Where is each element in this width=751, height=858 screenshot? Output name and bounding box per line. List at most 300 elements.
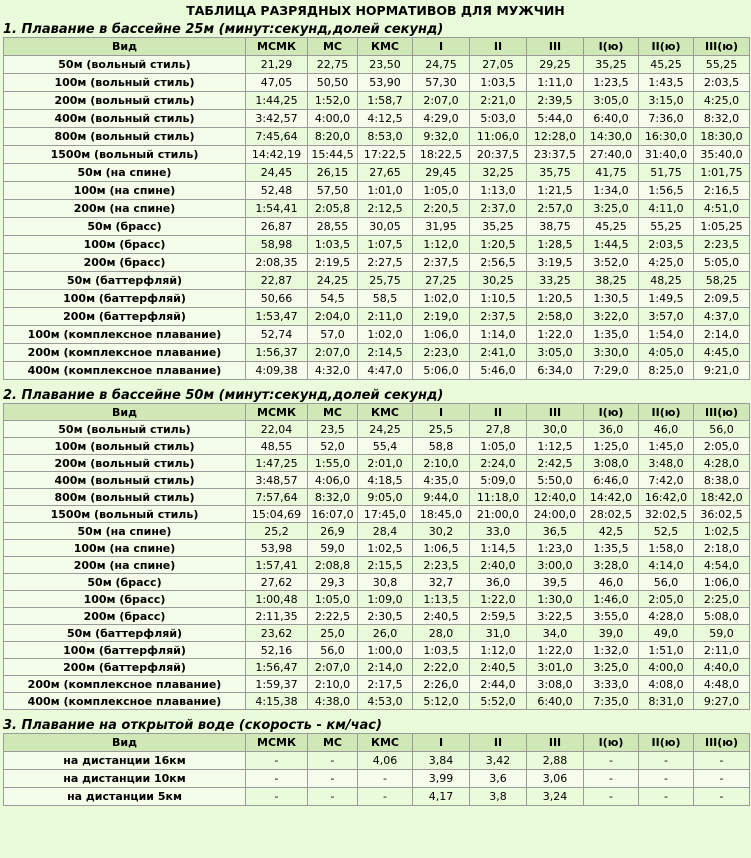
table-cell: 27,25	[413, 272, 470, 290]
row-label: 400м (вольный стиль)	[4, 110, 246, 128]
section-3-title: 3. Плавание на открытой воде (скорость - км/час)	[3, 718, 382, 733]
column-header: МСМК	[246, 38, 308, 56]
table-open-water	[3, 733, 750, 806]
table-cell: 4:18,5	[358, 472, 413, 489]
table-row	[4, 362, 750, 380]
table-cell: 1:12,5	[527, 438, 584, 455]
row-label: 50м (брасс)	[4, 218, 246, 236]
table-cell: -	[694, 752, 750, 770]
table-cell: -	[246, 788, 308, 806]
table-cell: 25,5	[413, 421, 470, 438]
table-cell: 4:38,0	[308, 693, 358, 710]
table-cell: 30,0	[527, 421, 584, 438]
table-cell: 16:07,0	[308, 506, 358, 523]
table-cell: 36,0	[584, 421, 639, 438]
table-cell: 6:40,0	[584, 110, 639, 128]
column-header: III(ю)	[694, 734, 750, 752]
table-cell: 2:59,5	[470, 608, 527, 625]
table-row	[4, 540, 750, 557]
table-cell: 23:37,5	[527, 146, 584, 164]
table-cell: 48,25	[639, 272, 694, 290]
row-label: на дистанции 5км	[4, 788, 246, 806]
table-row	[4, 472, 750, 489]
table-cell: 16:30,0	[639, 128, 694, 146]
table-cell: 2:37,5	[413, 254, 470, 272]
table-cell: 1:23,5	[584, 74, 639, 92]
table-cell: 28,0	[413, 625, 470, 642]
table-cell: 28,4	[358, 523, 413, 540]
table-cell: 2:16,5	[694, 182, 750, 200]
column-header: III	[527, 734, 584, 752]
table-cell: 3:05,0	[584, 92, 639, 110]
table-cell: -	[584, 752, 639, 770]
table-cell: 6:34,0	[527, 362, 584, 380]
table-cell: 2:26,0	[413, 676, 470, 693]
table-row	[4, 272, 750, 290]
row-label: 100м (вольный стиль)	[4, 74, 246, 92]
table-cell: 7:36,0	[639, 110, 694, 128]
table-cell: 24,75	[413, 56, 470, 74]
table-cell: 1:22,0	[470, 591, 527, 608]
table-cell: 1:05,0	[413, 182, 470, 200]
table-cell: 2:19,5	[308, 254, 358, 272]
table-cell: 24,25	[308, 272, 358, 290]
table-cell: 4:37,0	[694, 308, 750, 326]
table-cell: 2:27,5	[358, 254, 413, 272]
table-cell: 9:27,0	[694, 693, 750, 710]
table-cell: 52,16	[246, 642, 308, 659]
table-cell: 16:42,0	[639, 489, 694, 506]
table-cell: 2:40,0	[470, 557, 527, 574]
column-header: Вид	[4, 404, 246, 421]
table-cell: 17:45,0	[358, 506, 413, 523]
table-cell: 1:02,0	[413, 290, 470, 308]
table-cell: 1:25,0	[584, 438, 639, 455]
table-cell: 23,62	[246, 625, 308, 642]
table-cell: 3,6	[470, 770, 527, 788]
table-cell: 57,50	[308, 182, 358, 200]
table-cell: 12:28,0	[527, 128, 584, 146]
row-label: 100м (на спине)	[4, 540, 246, 557]
table-cell: 1:55,0	[308, 455, 358, 472]
table-cell: 58,8	[413, 438, 470, 455]
table-cell: 4:25,0	[639, 254, 694, 272]
table-cell: 22,04	[246, 421, 308, 438]
table-cell: 1:52,0	[308, 92, 358, 110]
table-cell: 3:22,0	[584, 308, 639, 326]
table-cell: 1:57,41	[246, 557, 308, 574]
table-cell: 3:00,0	[527, 557, 584, 574]
table-row	[4, 455, 750, 472]
table-cell: 2:25,0	[694, 591, 750, 608]
table-cell: 31,95	[413, 218, 470, 236]
column-header: III(ю)	[694, 38, 750, 56]
table-cell: 5:44,0	[527, 110, 584, 128]
row-label: 400м (комплексное плавание)	[4, 693, 246, 710]
table-row	[4, 326, 750, 344]
table-cell: 2:11,35	[246, 608, 308, 625]
row-label: 200м (баттерфляй)	[4, 659, 246, 676]
table-cell: 59,0	[694, 625, 750, 642]
table-cell: 1:13,0	[470, 182, 527, 200]
table-cell: 2:05,0	[694, 438, 750, 455]
column-header: II	[470, 404, 527, 421]
row-label: 100м (баттерфляй)	[4, 290, 246, 308]
table-cell: -	[358, 770, 413, 788]
table-cell: 30,8	[358, 574, 413, 591]
table-cell: 1:54,0	[639, 326, 694, 344]
table-row	[4, 506, 750, 523]
table-cell: 30,25	[470, 272, 527, 290]
row-label: 1500м (вольный стиль)	[4, 506, 246, 523]
table-cell: 38,25	[584, 272, 639, 290]
table-cell: 26,9	[308, 523, 358, 540]
table-cell: 4,06	[358, 752, 413, 770]
column-header: III(ю)	[694, 404, 750, 421]
table-cell: 1:46,0	[584, 591, 639, 608]
table-cell: 1:51,0	[639, 642, 694, 659]
table-cell: 27:40,0	[584, 146, 639, 164]
table-cell: 1:02,5	[694, 523, 750, 540]
table-cell: 14:42,19	[246, 146, 308, 164]
table-cell: 2:41,0	[470, 344, 527, 362]
table-cell: -	[694, 788, 750, 806]
table-cell: 4:32,0	[308, 362, 358, 380]
table-cell: 47,05	[246, 74, 308, 92]
table-row	[4, 608, 750, 625]
table-cell: 35,75	[527, 164, 584, 182]
table-cell: 4:15,38	[246, 693, 308, 710]
table-cell: 3,8	[470, 788, 527, 806]
table-cell: 18:45,0	[413, 506, 470, 523]
column-header: МСМК	[246, 404, 308, 421]
table-row	[4, 752, 750, 770]
table-cell: 2:12,5	[358, 200, 413, 218]
table-cell: 50,66	[246, 290, 308, 308]
table-cell: 2:42,5	[527, 455, 584, 472]
table-cell: 23,5	[308, 421, 358, 438]
column-header: III	[527, 404, 584, 421]
table-cell: 29,3	[308, 574, 358, 591]
table-cell: 1:06,0	[413, 326, 470, 344]
column-header: Вид	[4, 734, 246, 752]
table-cell: 4,17	[413, 788, 470, 806]
table-cell: 1:02,5	[358, 540, 413, 557]
table-cell: 1:58,7	[358, 92, 413, 110]
table-cell: 34,0	[527, 625, 584, 642]
table-cell: 2:57,0	[527, 200, 584, 218]
table-cell: 3:42,57	[246, 110, 308, 128]
table-cell: 1:47,25	[246, 455, 308, 472]
table-cell: 3:30,0	[584, 344, 639, 362]
table-cell: 3:15,0	[639, 92, 694, 110]
table-cell: 1:49,5	[639, 290, 694, 308]
table-cell: 18:30,0	[694, 128, 750, 146]
table-cell: 3:08,0	[584, 455, 639, 472]
row-label: 50м (вольный стиль)	[4, 56, 246, 74]
section-2-title: 2. Плавание в бассейне 50м (минут:секунд,долей секунд)	[3, 388, 444, 403]
table-cell: 2:30,5	[358, 608, 413, 625]
table-cell: 25,75	[358, 272, 413, 290]
table-row	[4, 218, 750, 236]
table-cell: 25,0	[308, 625, 358, 642]
table-cell: 58,5	[358, 290, 413, 308]
row-label: 100м (на спине)	[4, 182, 246, 200]
table-cell: 1:45,0	[639, 438, 694, 455]
table-row	[4, 290, 750, 308]
table-cell: 14:42,0	[584, 489, 639, 506]
table-cell: 49,0	[639, 625, 694, 642]
table-cell: 2:44,0	[470, 676, 527, 693]
row-label: на дистанции 10км	[4, 770, 246, 788]
column-header: Вид	[4, 38, 246, 56]
table-cell: 55,25	[694, 56, 750, 74]
table-cell: 55,4	[358, 438, 413, 455]
table-cell: 3:48,57	[246, 472, 308, 489]
table-row	[4, 164, 750, 182]
row-label: 200м (вольный стиль)	[4, 455, 246, 472]
table-row	[4, 56, 750, 74]
table-cell: 1:30,5	[584, 290, 639, 308]
table-cell: 27,65	[358, 164, 413, 182]
table-cell: 1:06,0	[694, 574, 750, 591]
table-cell: 17:22,5	[358, 146, 413, 164]
table-cell: 7:45,64	[246, 128, 308, 146]
row-label: 200м (комплексное плавание)	[4, 344, 246, 362]
table-cell: 55,25	[639, 218, 694, 236]
row-label: на дистанции 16км	[4, 752, 246, 770]
table-cell: 4:05,0	[639, 344, 694, 362]
table-cell: 6:46,0	[584, 472, 639, 489]
table-cell: -	[584, 788, 639, 806]
table-cell: 1:06,5	[413, 540, 470, 557]
table-cell: 35:40,0	[694, 146, 750, 164]
table-cell: 2:07,0	[308, 344, 358, 362]
table-row	[4, 254, 750, 272]
table-cell: 4:28,0	[694, 455, 750, 472]
table-cell: 1:34,0	[584, 182, 639, 200]
table-cell: 1:07,5	[358, 236, 413, 254]
table-header-row	[4, 404, 750, 421]
table-cell: 3:01,0	[527, 659, 584, 676]
table-row	[4, 200, 750, 218]
table-row	[4, 693, 750, 710]
table-cell: 1:22,0	[527, 642, 584, 659]
table-cell: 3:28,0	[584, 557, 639, 574]
table-cell: 5:05,0	[694, 254, 750, 272]
column-header: МС	[308, 404, 358, 421]
table-cell: 2:21,0	[470, 92, 527, 110]
table-cell: 2:37,5	[470, 308, 527, 326]
row-label: 200м (на спине)	[4, 557, 246, 574]
table-cell: 1:11,0	[527, 74, 584, 92]
table-cell: 2:24,0	[470, 455, 527, 472]
table-cell: 1:14,5	[470, 540, 527, 557]
table-cell: 1:20,5	[527, 290, 584, 308]
table-cell: 57,0	[308, 326, 358, 344]
table-cell: 1:35,0	[584, 326, 639, 344]
table-row	[4, 344, 750, 362]
table-cell: 46,0	[584, 574, 639, 591]
table-cell: 2:14,5	[358, 344, 413, 362]
table-cell: 2:05,0	[639, 591, 694, 608]
column-header: II(ю)	[639, 734, 694, 752]
column-header: I	[413, 404, 470, 421]
table-cell: 1:53,47	[246, 308, 308, 326]
table-cell: 2:10,0	[413, 455, 470, 472]
table-cell: 31:40,0	[639, 146, 694, 164]
table-cell: 7:42,0	[639, 472, 694, 489]
table-cell: 56,0	[694, 421, 750, 438]
table-cell: 2:14,0	[694, 326, 750, 344]
row-label: 200м (вольный стиль)	[4, 92, 246, 110]
table-cell: 4:11,0	[639, 200, 694, 218]
table-cell: 3,84	[413, 752, 470, 770]
table-cell: 9:44,0	[413, 489, 470, 506]
row-label: 1500м (вольный стиль)	[4, 146, 246, 164]
column-header: II(ю)	[639, 38, 694, 56]
table-cell: 5:52,0	[470, 693, 527, 710]
table-cell: 3:52,0	[584, 254, 639, 272]
table-cell: 5:09,0	[470, 472, 527, 489]
table-cell: 38,75	[527, 218, 584, 236]
table-cell: 24,45	[246, 164, 308, 182]
table-cell: 30,05	[358, 218, 413, 236]
table-cell: 18:22,5	[413, 146, 470, 164]
table-row	[4, 591, 750, 608]
table-cell: 8:20,0	[308, 128, 358, 146]
table-cell: 3:33,0	[584, 676, 639, 693]
table-cell: 24,25	[358, 421, 413, 438]
table-cell: 56,0	[639, 574, 694, 591]
table-cell: 2:23,5	[694, 236, 750, 254]
column-header: II(ю)	[639, 404, 694, 421]
table-cell: 1:54,41	[246, 200, 308, 218]
table-cell: 2:23,5	[413, 557, 470, 574]
column-header: I	[413, 734, 470, 752]
table-cell: 48,55	[246, 438, 308, 455]
table-cell: 1:56,47	[246, 659, 308, 676]
table-row	[4, 523, 750, 540]
table-cell: 12:40,0	[527, 489, 584, 506]
table-pool-25m	[3, 37, 750, 380]
table-cell: 4:00,0	[308, 110, 358, 128]
table-row	[4, 642, 750, 659]
table-cell: 42,5	[584, 523, 639, 540]
table-cell: 57,30	[413, 74, 470, 92]
table-cell: 3:57,0	[639, 308, 694, 326]
table-cell: 1:23,0	[527, 540, 584, 557]
table-cell: 5:06,0	[413, 362, 470, 380]
table-row	[4, 421, 750, 438]
table-cell: 1:28,5	[527, 236, 584, 254]
column-header: I(ю)	[584, 38, 639, 56]
row-label: 50м (брасс)	[4, 574, 246, 591]
table-cell: 2:22,5	[308, 608, 358, 625]
table-cell: 4:00,0	[639, 659, 694, 676]
table-row	[4, 236, 750, 254]
table-row	[4, 489, 750, 506]
table-row	[4, 438, 750, 455]
table-cell: 1:03,5	[470, 74, 527, 92]
column-header: I(ю)	[584, 734, 639, 752]
row-label: 50м (баттерфляй)	[4, 272, 246, 290]
table-cell: 29,45	[413, 164, 470, 182]
table-cell: 4:47,0	[358, 362, 413, 380]
table-cell: 2:11,0	[694, 642, 750, 659]
table-cell: 1:05,0	[308, 591, 358, 608]
table-cell: 53,98	[246, 540, 308, 557]
table-cell: 3,06	[527, 770, 584, 788]
table-cell: 2:08,35	[246, 254, 308, 272]
table-cell: 3,24	[527, 788, 584, 806]
table-cell: 39,5	[527, 574, 584, 591]
table-row	[4, 676, 750, 693]
table-cell: 4:45,0	[694, 344, 750, 362]
table-cell: 15:04,69	[246, 506, 308, 523]
table-cell: 1:56,37	[246, 344, 308, 362]
table-cell: 5:46,0	[470, 362, 527, 380]
table-cell: 2:56,5	[470, 254, 527, 272]
table-cell: 1:32,0	[584, 642, 639, 659]
table-cell: 18:42,0	[694, 489, 750, 506]
row-label: 200м (брасс)	[4, 254, 246, 272]
row-label: 100м (комплексное плавание)	[4, 326, 246, 344]
table-cell: 46,0	[639, 421, 694, 438]
row-label: 800м (вольный стиль)	[4, 128, 246, 146]
table-cell: 29,25	[527, 56, 584, 74]
table-cell: 32:02,5	[639, 506, 694, 523]
table-cell: 3:22,5	[527, 608, 584, 625]
table-cell: 2,88	[527, 752, 584, 770]
table-cell: 1:13,5	[413, 591, 470, 608]
table-cell: -	[639, 752, 694, 770]
table-cell: 5:08,0	[694, 608, 750, 625]
table-body	[4, 752, 750, 806]
table-cell: 1:59,37	[246, 676, 308, 693]
table-cell: 21,29	[246, 56, 308, 74]
table-row	[4, 128, 750, 146]
table-cell: 4:25,0	[694, 92, 750, 110]
table-cell: 2:03,5	[639, 236, 694, 254]
table-cell: 2:18,0	[694, 540, 750, 557]
table-cell: 4:09,38	[246, 362, 308, 380]
table-cell: 1:02,0	[358, 326, 413, 344]
table-cell: 2:07,0	[308, 659, 358, 676]
table-cell: 31,0	[470, 625, 527, 642]
table-cell: 35,25	[584, 56, 639, 74]
table-cell: 25,2	[246, 523, 308, 540]
table-cell: 9:21,0	[694, 362, 750, 380]
column-header: МСМК	[246, 734, 308, 752]
table-cell: 54,5	[308, 290, 358, 308]
table-cell: 2:11,0	[358, 308, 413, 326]
row-label: 50м (баттерфляй)	[4, 625, 246, 642]
table-cell: 1:01,0	[358, 182, 413, 200]
table-cell: 2:17,5	[358, 676, 413, 693]
table-row	[4, 308, 750, 326]
table-cell: 2:01,0	[358, 455, 413, 472]
column-header: КМС	[358, 38, 413, 56]
table-cell: 27,05	[470, 56, 527, 74]
table-cell: 1:22,0	[527, 326, 584, 344]
row-label: 200м (баттерфляй)	[4, 308, 246, 326]
table-cell: 3:25,0	[584, 200, 639, 218]
table-row	[4, 146, 750, 164]
table-cell: 4:35,0	[413, 472, 470, 489]
table-cell: 56,0	[308, 642, 358, 659]
table-row	[4, 182, 750, 200]
